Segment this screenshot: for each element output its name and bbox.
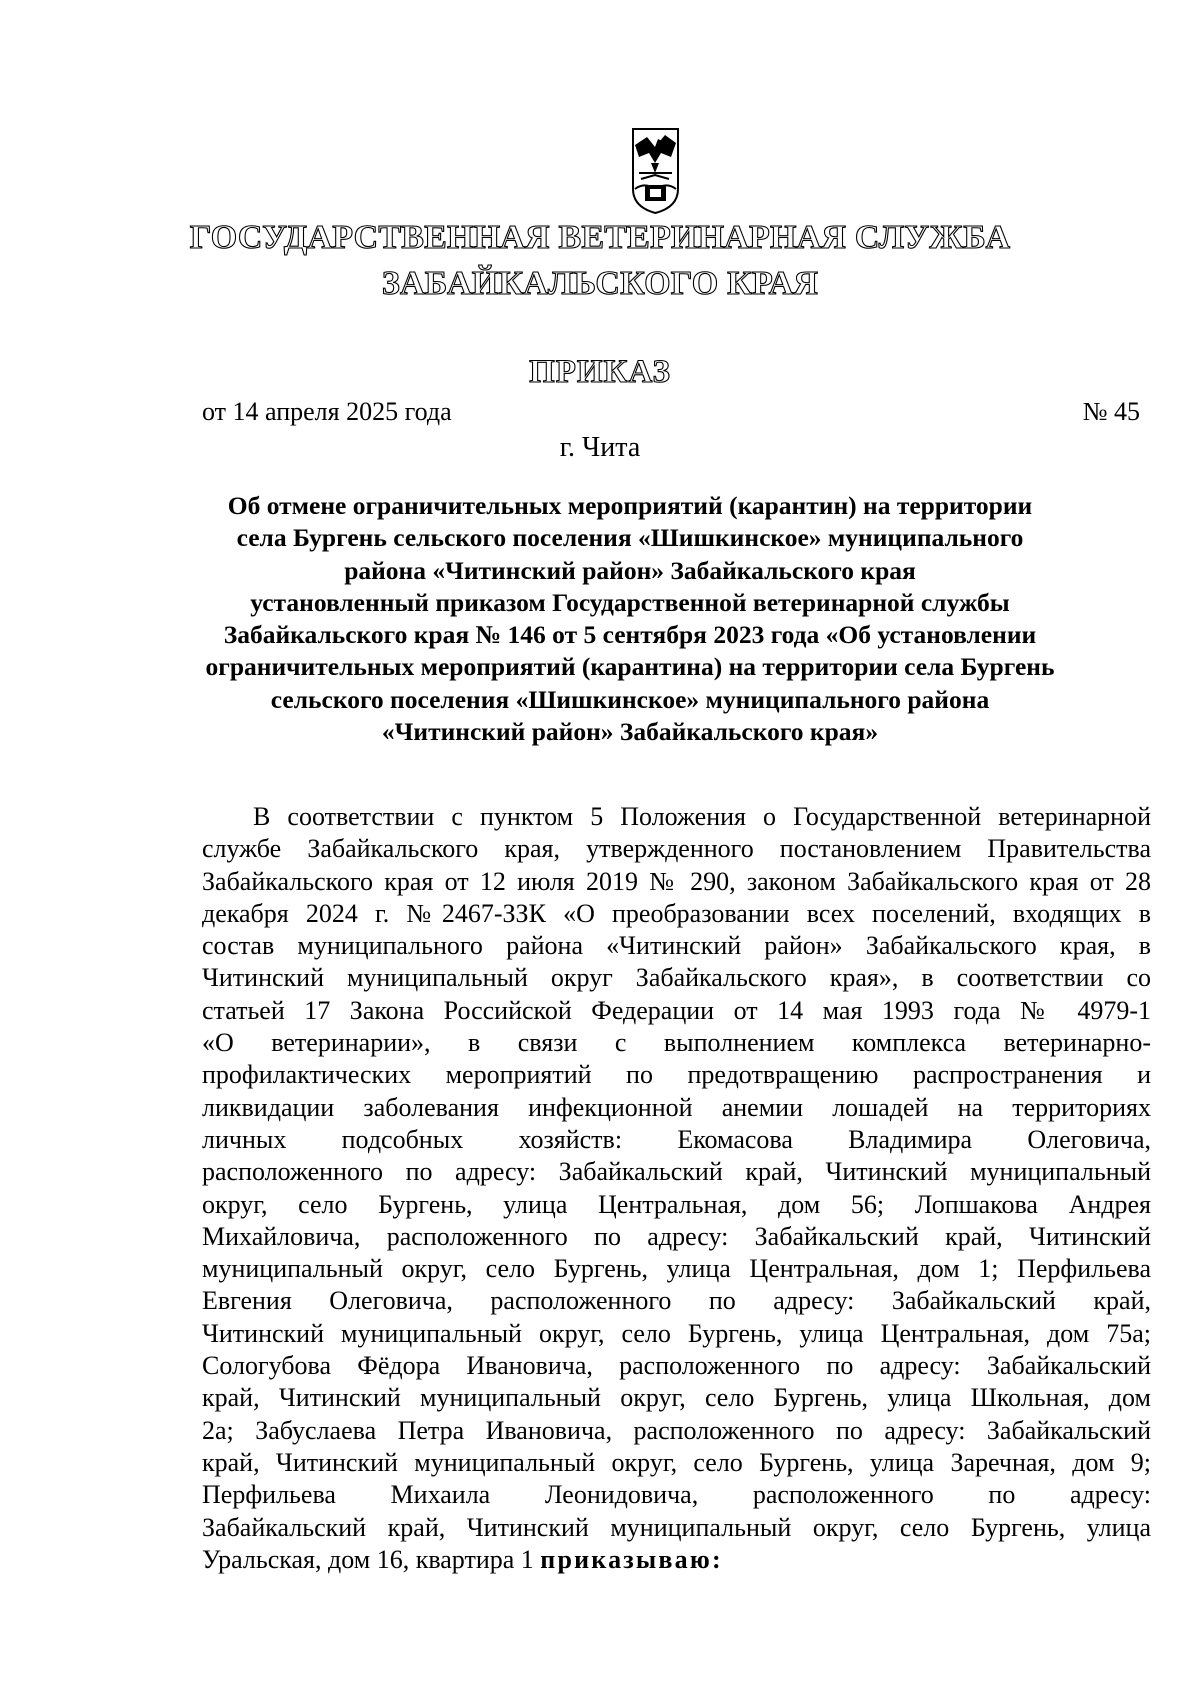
document-date: от 14 апреля 2025 года: [202, 397, 452, 426]
order-keyword: приказываю:: [540, 1544, 723, 1574]
body-line: Читинский муниципальный округ Забайкальского края», в соответствии со: [202, 963, 1151, 993]
body-line: 2а; Забуслаева Петра Ивановича, расположенного по адресу: Забайкальский: [202, 1415, 1151, 1445]
title-line: села Бургень сельского поселения «Шишкинское» муниципального: [236, 523, 1024, 553]
body-line: Михайловича, расположенного по адресу: Забайкальский край, Читинский: [202, 1221, 1151, 1251]
body-line: состав муниципального района «Читинский район» Забайкальского края, в: [202, 931, 1151, 961]
body-line: В соответствии с пунктом 5 Положения о Государственной ветеринарной: [253, 802, 1151, 831]
organization-name-line1: ГОСУДАРСТВЕННАЯ ВЕТЕРИНАРНАЯ СЛУЖБА: [189, 219, 1011, 256]
body-line-final: [202, 1544, 1151, 1576]
title-line: Об отмене ограничительных мероприятий (карантин) на территории: [227, 491, 1033, 520]
title-line: «Читинский район» Забайкальского края»: [381, 717, 879, 747]
body-line: округ, село Бургень, улица Центральная, дом 56; Лопшакова Андрея: [202, 1189, 1151, 1219]
document-title: [190, 490, 1070, 748]
organization-name-line2: ЗАБАЙКАЛЬСКОГО КРАЯ: [381, 265, 819, 302]
body-line: муниципальный округ, село Бургень, улица Центральная, дом 1; Перфильева: [202, 1254, 1151, 1284]
title-line: установленный приказом Государственной ветеринарной службы: [250, 587, 1010, 617]
document-number: № 45: [1082, 397, 1140, 426]
body-last-line-text: Уральская, дом 16, квартира 1: [202, 1544, 534, 1574]
title-line: ограничительных мероприятий (карантина) на территории села Бургень: [205, 652, 1055, 682]
title-line: сельского поселения «Шишкинское» муниципального района: [270, 684, 990, 714]
title-line: района «Читинский район» Забайкальского края: [344, 555, 916, 585]
body-line: Евгения Олеговича, расположенного по адресу: Забайкальский край,: [202, 1286, 1151, 1316]
document-city: г. Чита: [559, 432, 641, 463]
body-line: край, Читинский муниципальный округ, село Бургень, улица Заречная, дом 9;: [202, 1447, 1151, 1477]
body-line: Забайкальский край, Читинский муниципальный округ, село Бургень, улица: [202, 1512, 1151, 1542]
body-line: Читинский муниципальный округ, село Бургень, улица Центральная, дом 75а;: [202, 1318, 1151, 1348]
coat-of-arms-icon: [631, 127, 680, 215]
body-line: статьей 17 Закона Российской Федерации от 14 мая 1993 года № 4979-1: [202, 995, 1151, 1025]
document-type: ПРИКАЗ: [529, 354, 671, 390]
body-line: «О ветеринарии», в связи с выполнением комплекса ветеринарно-: [202, 1028, 1151, 1058]
body-line: ликвидации заболевания инфекционной анемии лошадей на территориях: [202, 1092, 1151, 1122]
title-line: Забайкальского края № 146 от 5 сентября 2023 года «Об установлении: [223, 620, 1037, 650]
body-line: расположенного по адресу: Забайкальский край, Читинский муниципальный: [202, 1157, 1151, 1187]
body-line: профилактических мероприятий по предотвращению распространения и: [202, 1060, 1151, 1090]
body-paragraph: [202, 801, 1151, 1576]
body-line: личных подсобных хозяйств: Екомасова Владимира Олеговича,: [202, 1124, 1151, 1154]
body-line: Забайкальского края от 12 июля 2019 № 290, законом Забайкальского края от 28: [202, 866, 1151, 896]
body-line: Перфильева Михаила Леонидовича, расположенного по адресу:: [202, 1480, 1151, 1510]
body-line: декабря 2024 г. №2467-ЗЗК «О преобразовании всех поселений, входящих в: [202, 898, 1151, 928]
body-line: край, Читинский муниципальный округ, село Бургень, улица Школьная, дом: [202, 1383, 1151, 1413]
body-line: службе Забайкальского края, утвержденного постановлением Правительства: [202, 834, 1151, 864]
body-line: Сологубова Фёдора Ивановича, расположенного по адресу: Забайкальский: [202, 1351, 1151, 1381]
